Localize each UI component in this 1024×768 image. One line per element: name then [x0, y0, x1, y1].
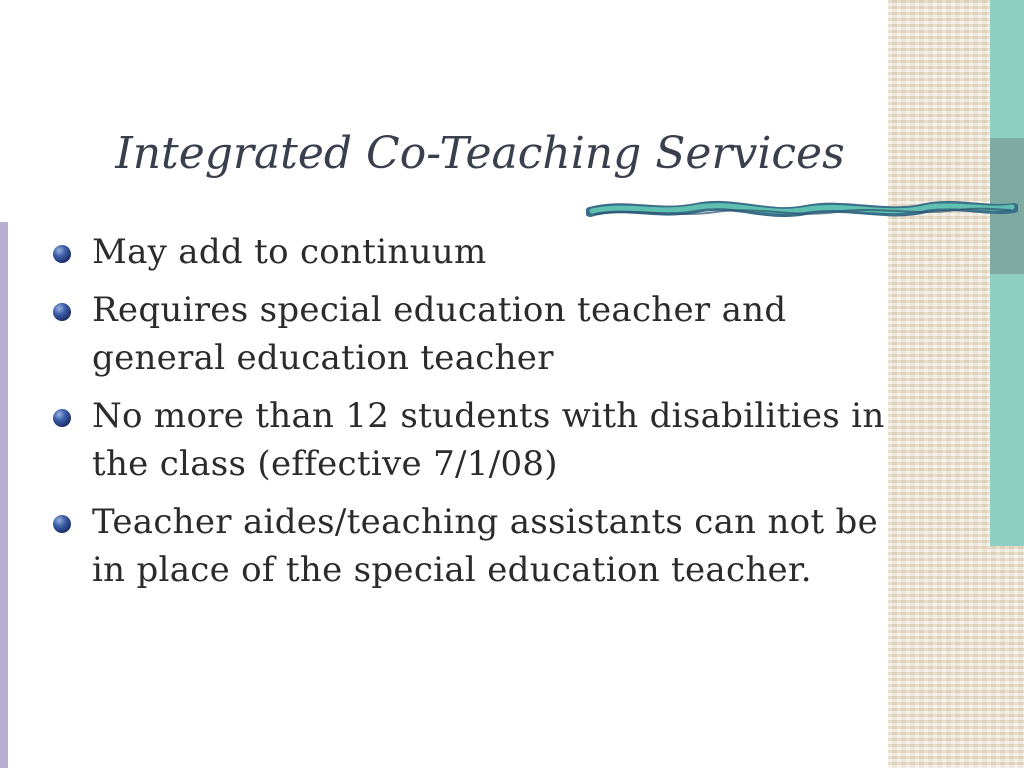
bullet-text: Teacher aides/teaching assistants can not be in place of the special education teacher.	[92, 502, 879, 590]
bullet-icon	[53, 245, 71, 263]
list-item	[50, 286, 890, 382]
list-item	[50, 228, 890, 276]
bullet-list	[50, 228, 890, 604]
bullet-text: No more than 12 students with disabilities in the class (effective 7/1/08)	[92, 396, 885, 484]
teal-strip-top	[990, 0, 1024, 138]
bullet-icon	[53, 303, 71, 321]
bullet-text: May add to continuum	[92, 232, 487, 272]
slide-title: Integrated Co-Teaching Services	[115, 128, 845, 179]
bullet-text: Requires special education teacher and general education teacher	[92, 290, 787, 378]
list-item	[50, 392, 890, 488]
bullet-icon	[53, 409, 71, 427]
brush-stroke-decoration	[586, 196, 1018, 226]
left-accent-bar	[0, 222, 8, 768]
list-item	[50, 498, 890, 594]
bullet-icon	[53, 515, 71, 533]
teal-strip-lower	[990, 274, 1024, 546]
